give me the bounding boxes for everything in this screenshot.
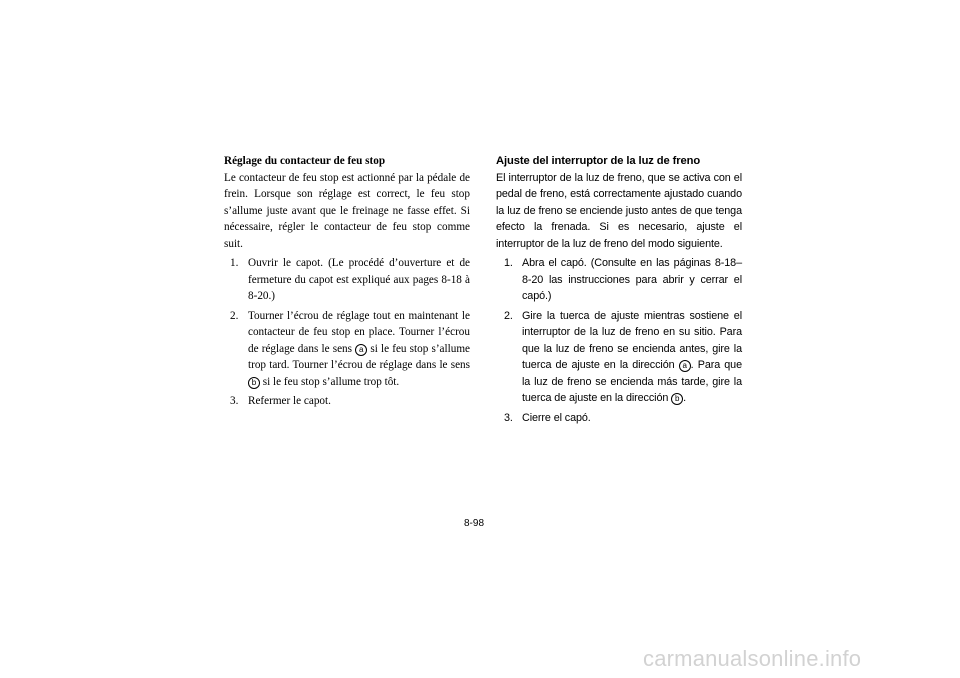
spanish-column xyxy=(496,153,742,426)
step-text: Tourner l’écrou de réglage tout en maintenant le contacteur de feu stop en place. Tourner l’écrou de réglage dans le sens xyxy=(248,309,470,355)
step-number: 2. xyxy=(230,309,239,322)
circled-b-icon: b xyxy=(671,393,683,405)
spanish-step-2 xyxy=(504,308,742,407)
circled-a-icon: a xyxy=(679,360,691,372)
french-heading: Réglage du contacteur de feu stop xyxy=(224,155,386,167)
spanish-step-3 xyxy=(504,410,742,427)
french-step-2 xyxy=(230,308,470,391)
step-number: 1. xyxy=(504,257,513,269)
step-text: Ouvrir le capot. (Le procédé d’ouverture et de fermeture du capot est expliqué aux pages 8-18 à 8-20.) xyxy=(248,257,470,302)
step-text: . xyxy=(683,392,687,404)
step-text: si le feu stop s’allume trop tôt. xyxy=(262,375,400,388)
french-step-1 xyxy=(230,255,470,305)
step-number: 3. xyxy=(504,411,513,424)
spanish-intro: El interruptor de la luz de freno, que se activa con el pedal de freno, está correctamente ajustado cuando la luz de freno se enciende justo antes de que tenga efecto la frenada. Si es necesario, ajuste el interruptor de la luz de freno del modo siguiente. xyxy=(496,171,742,250)
step-text: si le feu stop s’allume trop tard. Tourner l’écrou de réglage dans le sens xyxy=(248,342,471,371)
step-text: Gire la tuerca de ajuste mientras sostiene el interruptor de la luz de freno en su sitio. Para que la luz de freno se encienda antes, gire la tuerca de ajuste en la dirección xyxy=(522,309,742,371)
spanish-step-1 xyxy=(504,255,742,305)
spanish-heading: Ajuste del interruptor de la luz de freno xyxy=(496,155,701,167)
french-step-3 xyxy=(230,393,470,410)
french-column xyxy=(224,153,470,410)
step-text: . Para que la luz de freno se encienda más tarde, gire la tuerca de ajuste en la dirección xyxy=(522,359,742,404)
spanish-steps xyxy=(496,255,742,426)
circled-b-icon: b xyxy=(248,377,260,389)
step-number: 1. xyxy=(230,257,239,269)
french-steps xyxy=(224,255,470,410)
step-text: Cierre el capó. xyxy=(522,411,591,424)
step-text: Refermer le capot. xyxy=(248,395,331,407)
french-intro: Le contacteur de feu stop est actionné par la pédale de frein. Lorsque son réglage est correct, le feu stop s’allume juste avant que le freinage ne fasse effet. Si nécessaire, régler le contacteur de feu stop comme suit. xyxy=(224,171,470,250)
step-text: Abra el capó. (Consulte en las páginas 8-18–8-20 las instrucciones para abrir y cerrar el capó.) xyxy=(522,257,742,302)
step-number: 2. xyxy=(504,309,513,322)
page-number: 8-98 xyxy=(464,518,485,529)
watermark: carmanualsonline.info xyxy=(643,646,862,671)
step-number: 3. xyxy=(230,395,239,407)
circled-a-icon: a xyxy=(355,344,367,356)
